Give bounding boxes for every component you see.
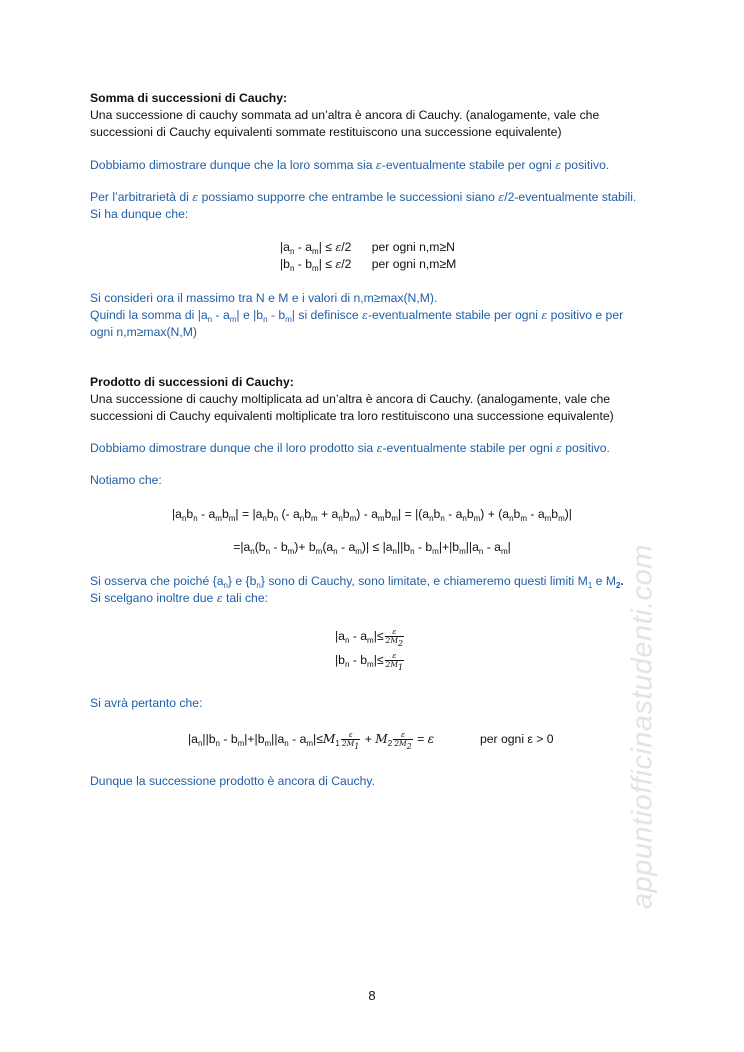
product-choice-inequalities (335, 624, 405, 672)
sum-inequality-1: $|a_n - a_m| \le \varepsilon/2$ per ogni n,m≥N (280, 240, 455, 256)
product-goal: Dobbiamo dimostrare dunque che il loro prodotto sia ε-eventualmente stabile per ogni ε positivo. (90, 441, 610, 455)
product-equation-2: $=|a_n(b_n - b_m)+ b_m(a_n - a_m)| \le |a_n||b_n - b_m|+|b_m||a_n - a_m|$ (233, 540, 511, 556)
choice-inequality-2: $|b_n - b_m|\le$ $\frac{\varepsilon}{2M_1}$ (335, 651, 404, 673)
product-note: Notiamo che: (90, 473, 162, 487)
product-intro-line-1: Una successione di cauchy moltiplicata ad un’altra è ancora di Cauchy. (analogamente, vale che (90, 392, 611, 406)
sum-inequality-2: $|b_n - b_m| \le \varepsilon/2$ per ogni n,m≥M (280, 257, 457, 273)
sum-goal: Dobbiamo dimostrare dunque che la loro somma sia ε-eventualmente stabile per ogni ε positivo. (90, 158, 610, 172)
product-observation: Si osserva che poiché $\{a_n\}$ e $\{b_n\}$ sono di Cauchy, sono limitate, e chiameremo questi limiti $M_1$ e $M_2$. Si scelgano inoltre due ε tali che: (90, 574, 624, 605)
sum-inequalities (280, 239, 456, 273)
sum-arbitrariness: Per l’arbitrarietà di ε possiamo supporre che entrambe le successioni siano ε/2-eventualmente stabili. Si ha dunque che: (90, 189, 660, 223)
product-intro-line-2: successioni di Cauchy equivalenti moltiplicate tra loro restituiscono una successione equivalente) (90, 409, 614, 423)
product-thus: Si avrà pertanto che: (90, 696, 203, 710)
product-section-header (90, 374, 660, 425)
sum-conclusion: Si consideri ora il massimo tra N e M e i valori di n,m≥max(N,M). Quindi la somma di $|a_n - a_m|$ e $|b_n - b_m|$ si definisce ε-eventualmente stabile per ogni ε positivo e per ogni n,m≥max(N,M) (90, 290, 660, 341)
sum-intro-line-2: successioni di Cauchy equivalenti sommate restituiscono una successione equivalente) (90, 125, 562, 139)
choice-inequality-1: $|a_n - a_m|\le$ $\frac{\varepsilon}{2M_2}$ (335, 627, 404, 649)
sum-max-line: Si consideri ora il massimo tra N e M e i valori di n,m≥max(N,M). (90, 291, 438, 305)
sum-intro-line-1: Una successione di cauchy sommata ad un’altra è ancora di Cauchy. (analogamente, vale che (90, 108, 600, 122)
product-conclusion: Dunque la successione prodotto è ancora di Cauchy. (90, 774, 376, 788)
watermark: appuntiofficinastudenti.com (626, 544, 659, 909)
product-final-equation: $|a_n||b_n - b_m|+|b_m||a_n - a_m|\le M_1$ $\frac{\varepsilon}{2M_1}$ + $M_2$ $\frac{\varepsilon}{2M_2}$ = ε per ogni ε > 0 (188, 730, 554, 752)
sum-hence: Si ha dunque che: (90, 207, 189, 221)
product-equation-1: $|a_nb_n - a_mb_m| = |a_nb_n$ (- $a_nb_m + a_nb_m) - a_mb_m| = |(a_nb_n - a_nb_m) + (a_nb_m - a_mb_m)|$ (172, 507, 572, 523)
sum-heading: Somma di successioni di Cauchy: (90, 91, 288, 105)
product-heading: Prodotto di successioni di Cauchy: (90, 375, 294, 389)
sum-section-header (90, 90, 660, 141)
page-number: 8 (368, 988, 376, 1003)
